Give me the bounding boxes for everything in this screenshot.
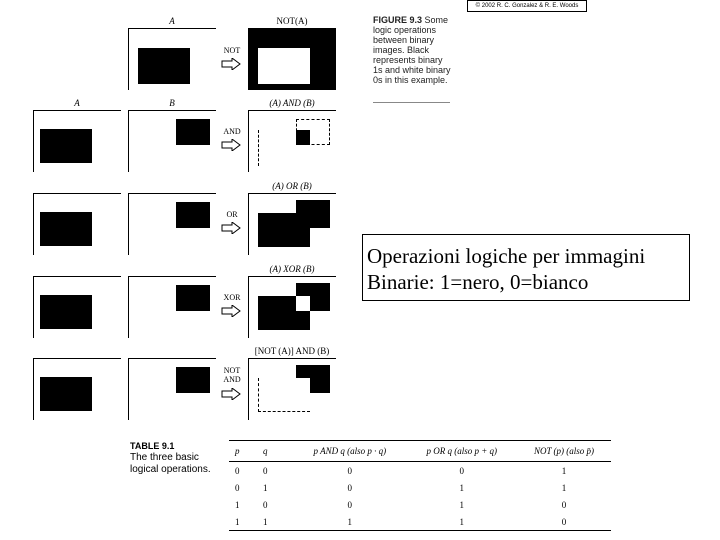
table-caption-text: The three basic logical operations. [130,452,211,475]
arrow-right-icon [221,388,241,400]
shape-a [40,295,92,329]
label-b-row: B [169,98,175,108]
figure-caption-text: Some logic operations between binary images. Black represents binary 1s and white binary 0s in this example. [373,15,451,85]
shape-b [176,119,210,145]
shape-notand-cut [296,378,310,393]
table-cell: 0 [235,482,240,493]
table-row [229,496,611,513]
image-a-or [33,193,121,255]
table-cell: 0 [347,482,353,493]
table-cell: 1 [235,499,240,510]
op-label-xor: XOR [223,293,241,302]
table-row [229,462,611,480]
arrow-right-icon [221,139,241,151]
op-label-notand [218,366,246,384]
table-caption [130,440,225,476]
table-cell: 1 [407,513,517,531]
image-and-result [248,110,336,172]
table-cell: 1 [257,513,293,531]
table-cell: 1 [561,465,567,476]
copyright-notice: © 2002 R. C. Gonzalez & R. E. Woods [467,0,587,12]
label-a-top: A [169,16,175,26]
arrow-right-icon [221,58,241,70]
op-label-or: OR [226,210,238,219]
label-xor-result: (A) XOR (B) [269,264,315,274]
shape-b [176,202,210,228]
shape-a [40,129,92,163]
table-cell: 0 [459,465,465,476]
table-caption-title: TABLE 9.1 [130,441,175,451]
table-cell: 0 [347,499,353,510]
table-cell: 1 [459,499,465,510]
label-notand-result: [NOT (A)] AND (B) [254,346,330,356]
image-a-notand [33,358,121,420]
annotation-line-2: Binarie: 1=nero, 0=bianco [367,270,589,294]
table-cell: 0 [347,465,353,476]
shape-a [138,48,190,84]
shape-b [176,285,210,311]
shape-not-a-hole [258,48,310,84]
image-not-a [248,28,336,90]
image-b-notand [128,358,216,420]
table-cell: 1 [229,513,257,531]
op-label-not: NOT [223,46,241,55]
table-row [229,513,611,531]
shape-a [40,212,92,246]
arrow-right-icon [221,305,241,317]
table-header: NOT (p) (also p̄) [517,441,611,462]
truth-table [229,440,611,531]
arrow-right-icon [221,222,241,234]
table-header: p [229,441,257,462]
image-a-and [33,110,121,172]
image-a-top [128,28,216,90]
image-a-xor [33,276,121,338]
table-cell: 0 [517,513,611,531]
table-cell: 0 [235,465,240,476]
label-and-result: (A) AND (B) [269,98,315,108]
label-not-a: NOT(A) [276,16,308,26]
shape-xor-overlap [296,296,310,311]
annotation-box [362,234,690,301]
table-cell: 0 [561,499,567,510]
table-header: q [257,441,293,462]
image-b-xor [128,276,216,338]
image-notand-result [248,358,336,420]
op-label-and: AND [223,127,241,136]
image-b-or [128,193,216,255]
table-header: p OR q (also p + q) [407,441,517,462]
table-cell: 1 [459,482,465,493]
figure-caption [373,15,451,85]
table-header: p AND q (also p · q) [293,441,407,462]
shape-b [176,367,210,393]
table-row [229,479,611,496]
image-or-result [248,193,336,255]
caption-divider [373,102,450,103]
image-b-and [128,110,216,172]
image-xor-result [248,276,336,338]
label-a-row: A [74,98,80,108]
table-cell: 1 [561,482,567,493]
table-cell: 0 [263,465,268,476]
table-cell: 0 [263,499,268,510]
shape-and [296,130,310,145]
table-cell: 1 [293,513,407,531]
label-or-result: (A) OR (B) [272,181,312,191]
op-label-notand-1: NOT [223,366,241,375]
figure-caption-title: FIGURE 9.3 [373,15,423,25]
shape-or-b [296,200,330,228]
annotation-line-1: Operazioni logiche per immagini [367,244,646,268]
shape-a [40,377,92,411]
table-header-row [229,441,611,462]
table-cell: 1 [263,482,268,493]
op-label-notand-2: AND [223,375,241,384]
